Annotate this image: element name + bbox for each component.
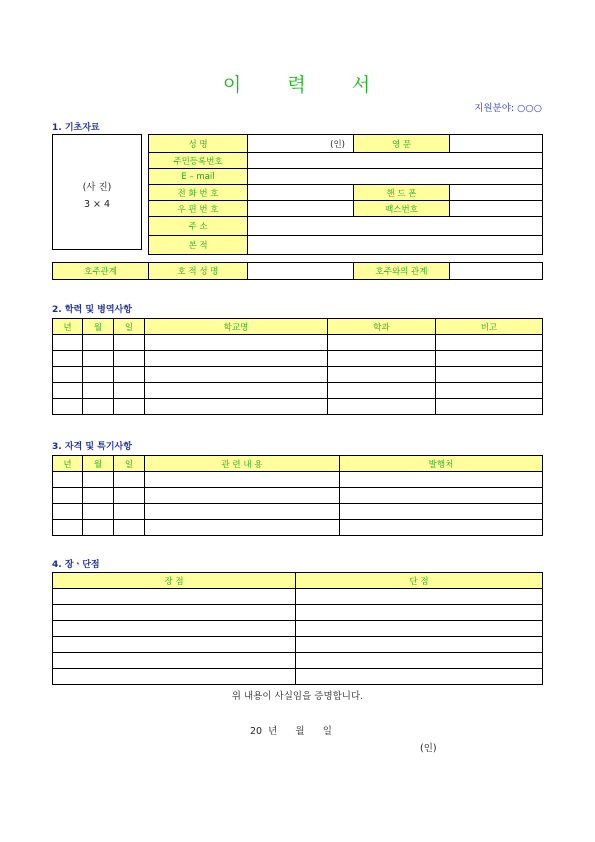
col-details: 관 련 내 용 [145, 456, 340, 472]
table-cell[interactable] [83, 520, 114, 536]
mobile-label: 핸 드 폰 [354, 185, 450, 201]
relation-to-head-label: 호주와의 관계 [354, 263, 450, 280]
table-row [53, 488, 543, 504]
table-row [53, 589, 543, 605]
table-row [53, 504, 543, 520]
address-label: 주 소 [149, 217, 248, 236]
photo-size-label: 3 × 4 [83, 199, 111, 210]
table-cell[interactable] [340, 472, 543, 488]
family-relation-table [52, 262, 543, 280]
table-cell[interactable] [83, 472, 114, 488]
family-name-field[interactable] [248, 263, 354, 280]
certification-statement: 위 내용이 사실임을 증명합니다. [231, 691, 364, 702]
table-cell[interactable] [340, 504, 543, 520]
table-cell[interactable] [83, 504, 114, 520]
email-field[interactable] [248, 169, 543, 185]
col-day: 일 [114, 456, 145, 472]
table-cell[interactable] [53, 399, 83, 415]
table-cell[interactable] [145, 399, 328, 415]
document-title: 이 력 서 [222, 74, 373, 96]
col-school: 학교명 [145, 319, 328, 335]
table-cell[interactable] [296, 605, 543, 621]
table-cell[interactable] [328, 351, 436, 367]
seal-label: (인) [330, 139, 345, 150]
table-cell[interactable] [53, 367, 83, 383]
table-row [53, 335, 543, 351]
table-cell[interactable] [114, 520, 145, 536]
table-cell[interactable] [53, 520, 83, 536]
section-qualifications-heading: 3. 자격 및 특기사항 [52, 442, 132, 452]
english-name-label: 영 문 [354, 135, 450, 153]
table-cell[interactable] [114, 367, 145, 383]
table-cell[interactable] [145, 488, 340, 504]
application-field[interactable]: 지원분야: ○○○ [474, 103, 542, 114]
table-cell[interactable] [114, 351, 145, 367]
table-cell[interactable] [114, 488, 145, 504]
postal-field[interactable] [248, 201, 354, 217]
table-cell[interactable] [114, 383, 145, 399]
table-cell[interactable] [53, 669, 296, 685]
rrn-label: 주민등록번호 [149, 153, 248, 169]
table-cell[interactable] [145, 472, 340, 488]
strengths-table [52, 572, 543, 685]
table-cell[interactable] [114, 335, 145, 351]
table-cell[interactable] [296, 621, 543, 637]
date-line[interactable]: 20 년 월 일 [250, 726, 332, 737]
table-cell[interactable] [53, 488, 83, 504]
col-major: 학과 [328, 319, 436, 335]
email-label: E – mail [149, 169, 248, 185]
table-cell[interactable] [114, 399, 145, 415]
phone-field[interactable] [248, 185, 354, 201]
qualifications-table [52, 455, 543, 536]
col-weaknesses: 단 점 [296, 573, 543, 589]
table-cell[interactable] [328, 335, 436, 351]
col-issuer: 발행처 [340, 456, 543, 472]
table-cell[interactable] [296, 669, 543, 685]
section-basic-info-heading: 1. 기초자료 [52, 123, 100, 133]
table-row [53, 669, 543, 685]
table-row [53, 637, 543, 653]
family-relation-label: 호주관계 [53, 263, 149, 280]
table-cell[interactable] [436, 367, 543, 383]
table-cell[interactable] [83, 335, 114, 351]
table-cell[interactable] [53, 605, 296, 621]
table-cell[interactable] [328, 367, 436, 383]
table-cell[interactable] [53, 504, 83, 520]
address-field[interactable] [248, 217, 543, 236]
col-day: 일 [114, 319, 145, 335]
table-cell[interactable] [83, 488, 114, 504]
table-cell[interactable] [145, 351, 328, 367]
table-cell[interactable] [53, 621, 296, 637]
table-cell[interactable] [53, 637, 296, 653]
photo-label: (사 진) [82, 182, 112, 193]
table-cell[interactable] [83, 383, 114, 399]
table-cell[interactable] [83, 367, 114, 383]
table-cell[interactable] [436, 383, 543, 399]
col-month: 월 [83, 319, 114, 335]
table-cell[interactable] [53, 653, 296, 669]
table-cell[interactable] [53, 589, 296, 605]
table-row [53, 351, 543, 367]
family-name-label: 호 적 성 명 [149, 263, 248, 280]
fax-field[interactable] [450, 201, 543, 217]
table-cell[interactable] [83, 399, 114, 415]
table-cell[interactable] [145, 335, 328, 351]
section-education-heading: 2. 학력 및 병역사항 [52, 305, 132, 315]
table-cell[interactable] [53, 335, 83, 351]
name-field[interactable] [248, 135, 354, 153]
table-row [53, 367, 543, 383]
basic-info-table [148, 134, 543, 255]
table-cell[interactable] [53, 472, 83, 488]
table-cell[interactable] [296, 653, 543, 669]
mobile-field[interactable] [450, 185, 543, 201]
table-row [53, 383, 543, 399]
section-strengths-heading: 4. 장ㆍ단점 [52, 560, 100, 570]
table-cell[interactable] [145, 367, 328, 383]
postal-label: 우 편 번 호 [149, 201, 248, 217]
table-cell[interactable] [53, 383, 83, 399]
table-cell[interactable] [340, 488, 543, 504]
table-cell[interactable] [296, 589, 543, 605]
table-cell[interactable] [145, 383, 328, 399]
table-row [53, 472, 543, 488]
phone-label: 전 화 번 호 [149, 185, 248, 201]
relation-to-head-field[interactable] [450, 263, 543, 280]
table-cell[interactable] [436, 399, 543, 415]
table-row [53, 399, 543, 415]
table-cell[interactable] [114, 504, 145, 520]
table-cell[interactable] [145, 520, 340, 536]
table-row [53, 520, 543, 536]
name-label: 성 명 [149, 135, 248, 153]
signature-seal[interactable]: (인) [420, 743, 437, 754]
table-cell[interactable] [296, 637, 543, 653]
table-cell[interactable] [53, 351, 83, 367]
table-row [53, 621, 543, 637]
table-cell[interactable] [83, 351, 114, 367]
col-remarks: 비고 [436, 319, 543, 335]
col-strengths: 장 점 [53, 573, 296, 589]
domicile-field[interactable] [248, 236, 543, 255]
table-cell[interactable] [114, 472, 145, 488]
domicile-label: 본 적 [149, 236, 248, 255]
table-cell[interactable] [328, 399, 436, 415]
fax-label: 팩스번호 [354, 201, 450, 217]
col-year: 년 [53, 319, 83, 335]
english-name-field[interactable] [450, 135, 543, 153]
table-cell[interactable] [328, 383, 436, 399]
table-cell[interactable] [340, 520, 543, 536]
photo-box[interactable] [52, 134, 142, 250]
rrn-field[interactable] [248, 153, 543, 169]
table-cell[interactable] [436, 335, 543, 351]
col-year: 년 [53, 456, 83, 472]
table-row [53, 653, 543, 669]
table-row [53, 605, 543, 621]
table-cell[interactable] [145, 504, 340, 520]
col-month: 월 [83, 456, 114, 472]
education-table [52, 318, 543, 415]
table-cell[interactable] [436, 351, 543, 367]
